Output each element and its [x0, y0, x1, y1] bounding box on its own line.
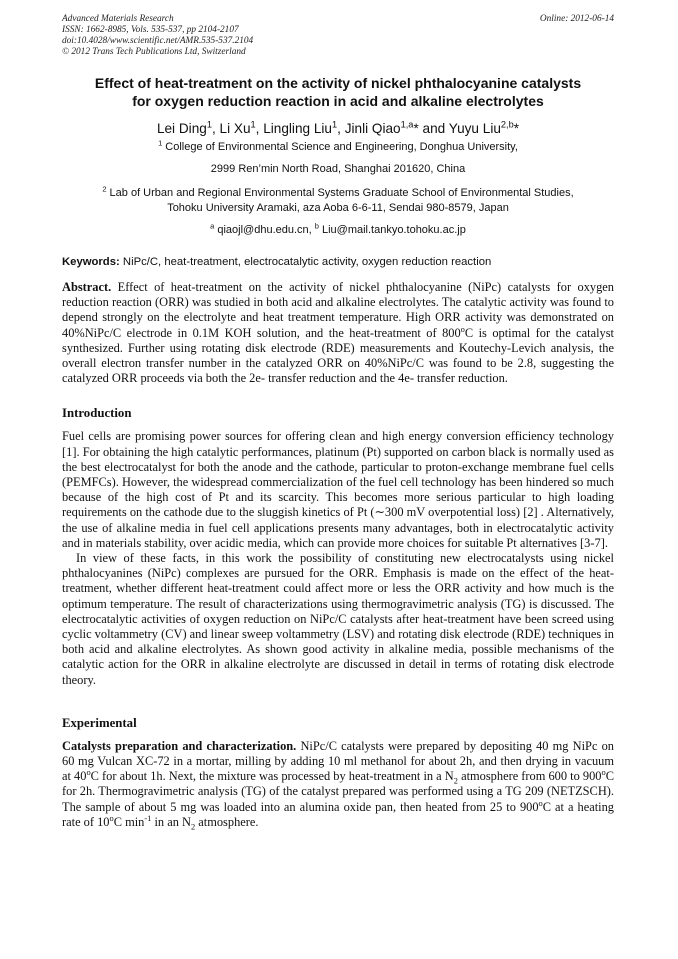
- keywords: [62, 255, 614, 270]
- abstract: [62, 280, 614, 386]
- issn-line: ISSN: 1662-8985, Vols. 535-537, pp 2104-2107: [62, 25, 239, 35]
- affiliation-2-line-2: Tohoku University Aramaki, aza Aoba 6-6-11, Sendai 980-8579, Japan: [167, 202, 509, 214]
- body-text: atmosphere.: [198, 814, 259, 829]
- title-line-2: for oxygen reduction reaction in acid and alkaline electrolytes: [132, 93, 544, 109]
- author-name: Lingling Liu: [263, 121, 332, 136]
- copyright-line: © 2012 Trans Tech Publications Ltd, Switzerland: [62, 47, 246, 57]
- abstract-text: Effect of heat-treatment on the activity of nickel phthalocyanine (NiPc) catalysts for oxygen reduction reaction (ORR) was studied in both acid and alkaline electrolytes. The catalytic activity was found to depend strongly on the electrolyte and heat treatment temperature. High ORR activity was demonstrated on 40%NiPc/C electrode in 0.1M KOH solution, and the heat-treatment of 800: [62, 280, 614, 340]
- affiliation-1-line-2: 2999 Ren’min North Road, Shanghai 201620, China: [210, 163, 466, 175]
- body-text: atmosphere from 600 to 900: [461, 769, 602, 784]
- affiliation-2-line-1: [62, 186, 614, 201]
- affil-mark: 2: [102, 184, 107, 194]
- author-affil-mark: 1: [331, 119, 338, 130]
- superscript: -1: [144, 812, 152, 823]
- paper-page: [62, 14, 614, 830]
- journal-name: Advanced Materials Research: [62, 14, 174, 24]
- affil-text: College of Environmental Science and Engineering, Donghua University,: [165, 141, 518, 153]
- degree-mark: o: [601, 767, 606, 778]
- affiliation-1-line-1: [62, 140, 614, 155]
- experimental-heading: Experimental: [62, 715, 137, 730]
- corresponding-star: *: [513, 121, 520, 136]
- email-line: [62, 223, 614, 238]
- online-date: Online: 2012-06-14: [539, 14, 614, 24]
- subscript: 2: [453, 775, 458, 786]
- author-affil-mark: 2,b: [500, 119, 514, 130]
- corresponding-star: *: [413, 121, 419, 136]
- doi-line[interactable]: doi:10.4028/www.scientific.net/AMR.535-537.2104: [62, 36, 254, 46]
- introduction-paragraph-1: Fuel cells are promising power sources for offering clean and high energy conversion efficiency technology [1]. For obtaining the high catalytic performances, platinum (Pt) supported on carbon black is normally used as the best electrocatalyst for both the anode and the cathode, particular to proton-exchange membrane fuel cells (PEMFCs). However, the widespread commercialization of the fuel cell technology has been hindered so much because of the high cost of Pt and its scarcity. This becomes more serious particular to high loading requirements on the cathode due to the sluggish kinetics of Pt (∼300 mV overpotential loss) [2] . Alternatively, the use of alkaline media in fuel cell applications presents many advantages, both in electrocatalytic activity and in materials stability, over acidic media, which can provide more choices for suitable Pt alternatives [3-7].: [62, 429, 614, 550]
- email-mark: a: [210, 221, 215, 231]
- body-text: in an N: [154, 814, 191, 829]
- author-affil-mark: 1,a: [400, 119, 414, 130]
- experimental-paragraph: [62, 739, 614, 830]
- introduction-paragraph-2: In view of these facts, in this work the possibility of constituting new electrocatalysts using nickel phthalocyanines (NiPc) complexes are pursued for the ORR. Emphasis is made on the effect of the heat-treatment, whether different heat-treatment could affect more or less the ORR activity and how much is the optimum temperature. The result of characterizations using thermogravimetric analysis (TG) is discussed. The electrocatalytic activities of oxygen reduction on NiPc/C catalysts after heat-treatment have been screed using cyclic voltammetry (CV) and linear sweep voltammetry (LSV) and rotating disk electrode (RDE) techniques in both acid and alkaline electrolytes. As shown good activity in alkaline media, possible mechanisms of the catalytic action for the ORR in alkaline electrolyte are discussed in detail in terms of rotating disk electrode theory.: [62, 551, 614, 687]
- abstract-text: C is optimal for the catalyst synthesized. Further using rotating disk electrode (RDE) measurements and Koutechy-Levich analysis, the overall electron transfer number in the catalyzed ORR on 40%NiPc/C was found to be 2.8, suggesting the catalyzed ORR proceeds via both the 2e- transfer reduction and the 4e- transfer reduction.: [62, 325, 614, 386]
- author-name: Jinli Qiao: [344, 121, 401, 136]
- introduction-heading: Introduction: [62, 406, 132, 421]
- body-text: NiPc/C catalysts were prepared by depositing 40 mg NiPc on 60 mg Vulcan XC-72 in a mortar, milling by adding 10 ml methanol for about 2h, and then drying in vacuum at 40: [62, 738, 615, 784]
- author-name: Yuyu Liu: [448, 121, 501, 136]
- body-text: C for about 1h. Next, the mixture was processed by heat-treatment in a N: [90, 769, 454, 784]
- affil-mark: 1: [158, 138, 163, 148]
- email-mark: b: [314, 221, 319, 231]
- author-affil-mark: 1: [250, 119, 256, 130]
- degree-mark: o: [460, 323, 465, 334]
- author-name: Lei Ding: [156, 121, 207, 136]
- keywords-text: NiPc/C, heat-treatment, electrocatalytic activity, oxygen reduction reaction: [122, 256, 492, 268]
- body-text: C at a heating rate of 10: [62, 799, 614, 829]
- abstract-label: Abstract.: [62, 280, 112, 294]
- author-name: Li Xu: [219, 121, 251, 136]
- body-text: C for 2h. Thermogravimetric analysis (TG) of the catalyst prepared was performed using a TG 209 (NETZSCH). The sample of about 5 mg was loaded into an alumina oxide pan, then heated from 25 to 900: [62, 769, 614, 814]
- title-line-1: Effect of heat-treatment on the activity of nickel phthalocyanine catalysts: [94, 75, 582, 91]
- degree-mark: o: [86, 767, 91, 778]
- experimental-subheading: Catalysts preparation and characterization.: [62, 738, 297, 753]
- keywords-label: Keywords:: [62, 256, 120, 268]
- email-a-link[interactable]: qiaojl@dhu.edu.cn,: [217, 224, 312, 236]
- paper-title: [62, 74, 614, 110]
- degree-mark: o: [109, 812, 114, 823]
- email-b-link[interactable]: Liu@mail.tankyo.tohoku.ac.jp: [321, 224, 466, 236]
- author-list: Lei Ding$^1$, Li Xu$^1$, Lingling Liu$^1$, Jinli Qiao$^{1,a}$* and Yuyu Liu$^{2,b}$*: [156, 119, 520, 136]
- degree-mark: o: [538, 797, 543, 808]
- author-affil-mark: 1: [206, 119, 212, 130]
- affil-text: Lab of Urban and Regional Environmental Systems Graduate School of Environmental Studies,: [109, 187, 574, 199]
- subscript: 2: [190, 821, 196, 832]
- journal-header: [62, 14, 614, 58]
- body-text: C min: [113, 814, 145, 829]
- author-conjunction: and: [422, 121, 446, 136]
